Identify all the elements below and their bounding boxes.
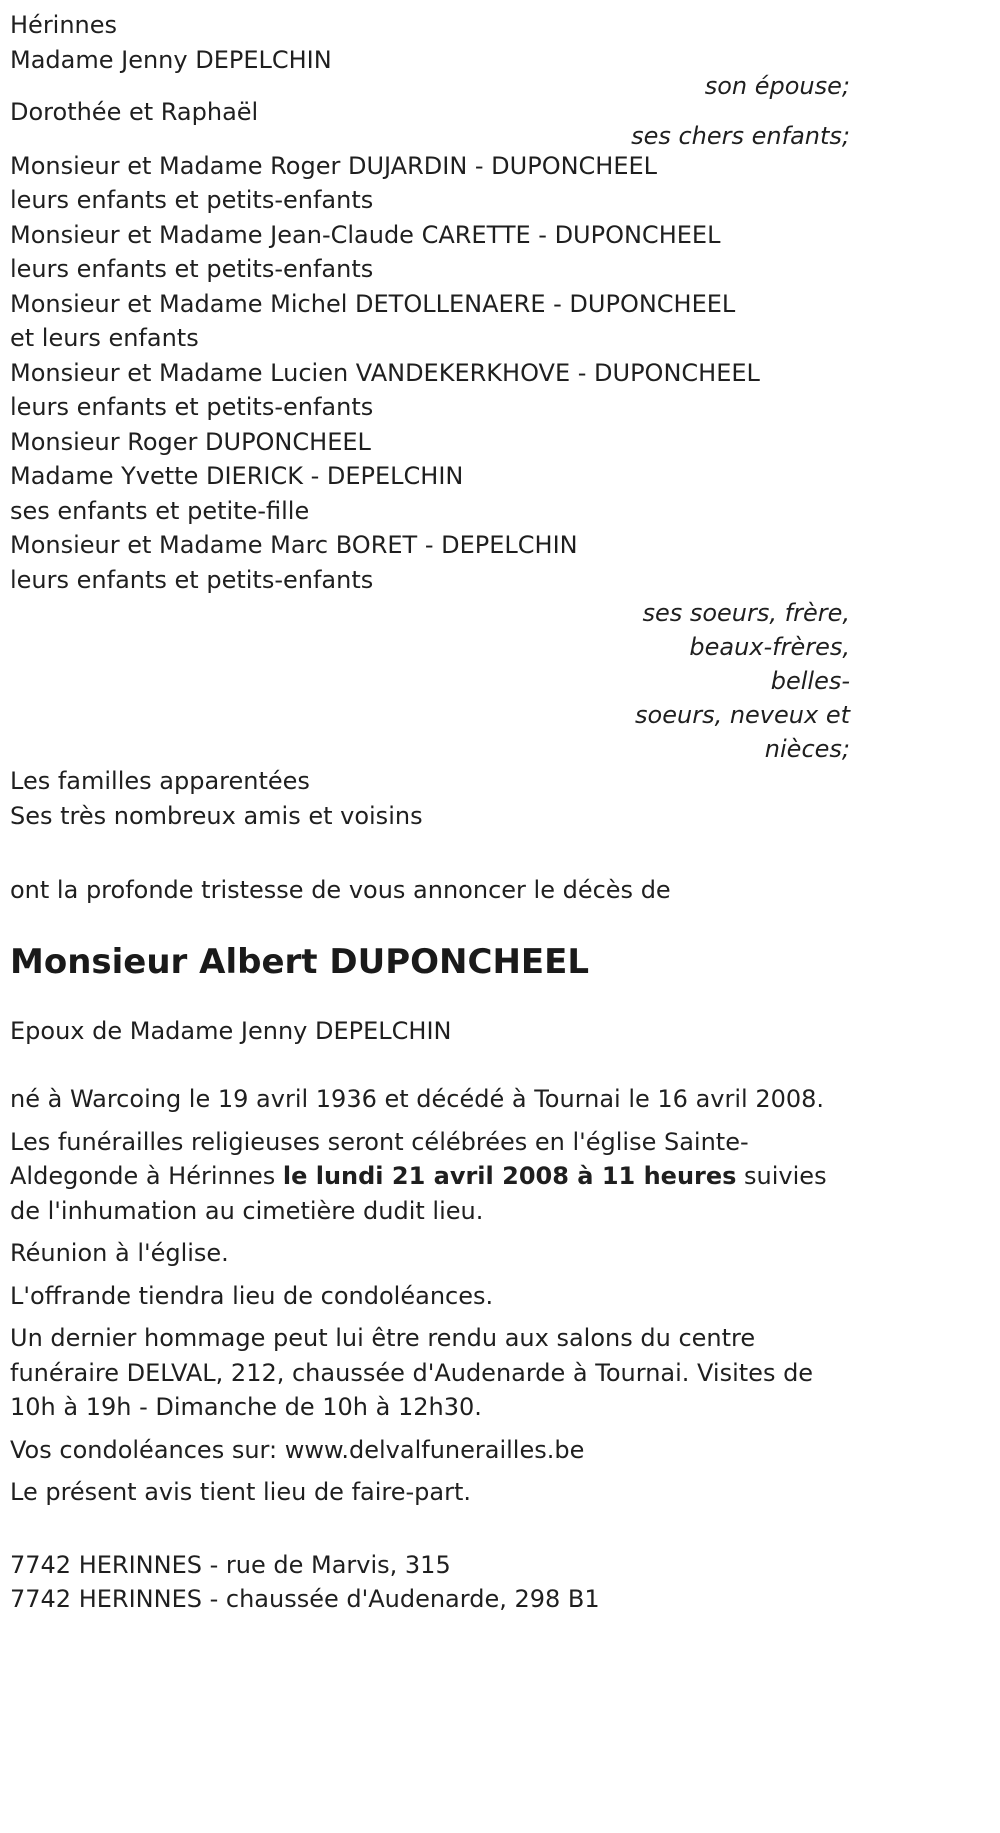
family-list <box>10 149 850 598</box>
friends-neighbours: Ses très nombreux amis et voisins <box>10 801 423 830</box>
widow-name: Madame Jenny DEPELCHIN <box>10 45 332 74</box>
spouse-line: Epoux de Madame Jenny DEPELCHIN <box>10 1016 452 1045</box>
children-names: Dorothée et Raphaël <box>10 98 259 126</box>
family-role-line: nièces; <box>764 735 850 763</box>
family-line: et leurs enfants <box>10 324 199 352</box>
family-line: Monsieur et Madame Roger DUJARDIN - DUPONCHEEL <box>10 151 658 180</box>
family-role-line: soeurs, neveux et <box>635 701 850 729</box>
funeral-date: le lundi 21 avril 2008 à 11 heures <box>282 1162 737 1190</box>
birth-death-line: né à Warcoing le 19 avril 1936 et décédé à Tournai le 16 avril 2008. <box>10 1085 825 1113</box>
family-line: Madame Yvette DIERICK - DEPELCHIN <box>10 462 464 490</box>
family-line: ses enfants et petite-fille <box>10 496 310 525</box>
family-line: Monsieur et Madame Jean-Claude CARETTE - DUPONCHEEL <box>10 220 721 249</box>
family-role-line: beaux-frères, belles- <box>689 633 850 695</box>
offering-line: L'offrande tiendra lieu de condoléances. <box>10 1281 494 1310</box>
family-line: Monsieur et Madame Michel DETOLLENAERE - DUPONCHEEL <box>10 289 736 318</box>
family-line: Monsieur et Madame Lucien VANDEKERKHOVE - DUPONCHEEL <box>10 358 760 387</box>
address-line: 7742 HERINNES - chaussée d'Audenarde, 298 B1 <box>10 1585 600 1613</box>
funeral-details <box>10 1125 855 1229</box>
family-line: leurs enfants et petits-enfants <box>10 565 374 594</box>
family-line: leurs enfants et petits-enfants <box>10 393 374 421</box>
tribute-paragraph: Un dernier hommage peut lui être rendu aux salons du centre funéraire DELVAL, 212, chaussée d'Audenarde à Tournai. Visites de 10h à 19h - Dimanche de 10h à 12h30. <box>10 1324 814 1421</box>
place-name: Hérinnes <box>10 11 118 39</box>
family-line: Monsieur Roger DUPONCHEEL <box>10 427 371 456</box>
related-families: Les familles apparentées <box>10 767 310 795</box>
family-line: leurs enfants et petits-enfants <box>10 255 374 283</box>
notice-line: Le présent avis tient lieu de faire-part. <box>10 1478 472 1506</box>
announcement-text: ont la profonde tristesse de vous annoncer le décès de <box>10 876 671 904</box>
deceased-name: Monsieur Albert DUPONCHEEL <box>10 941 590 982</box>
funeral-text-after: suivies de l'inhumation au cimetière dudit lieu. <box>10 1162 827 1225</box>
widow-role: son épouse; <box>704 72 850 100</box>
funeral-text-before: Les funérailles religieuses seront célébrées en l'église Sainte-Aldegonde à Hérinnes <box>10 1127 749 1190</box>
family-line: leurs enfants et petits-enfants <box>10 186 374 214</box>
family-role <box>610 596 850 766</box>
children-role: ses chers enfants; <box>631 121 850 150</box>
family-line: Monsieur et Madame Marc BORET - DEPELCHIN <box>10 531 578 559</box>
family-role-line: ses soeurs, frère, <box>642 599 850 627</box>
condolences-line: Vos condoléances sur: www.delvalfunerailles.be <box>10 1435 585 1464</box>
address-line: 7742 HERINNES - rue de Marvis, 315 <box>10 1550 451 1579</box>
meeting-line: Réunion à l'église. <box>10 1239 229 1267</box>
